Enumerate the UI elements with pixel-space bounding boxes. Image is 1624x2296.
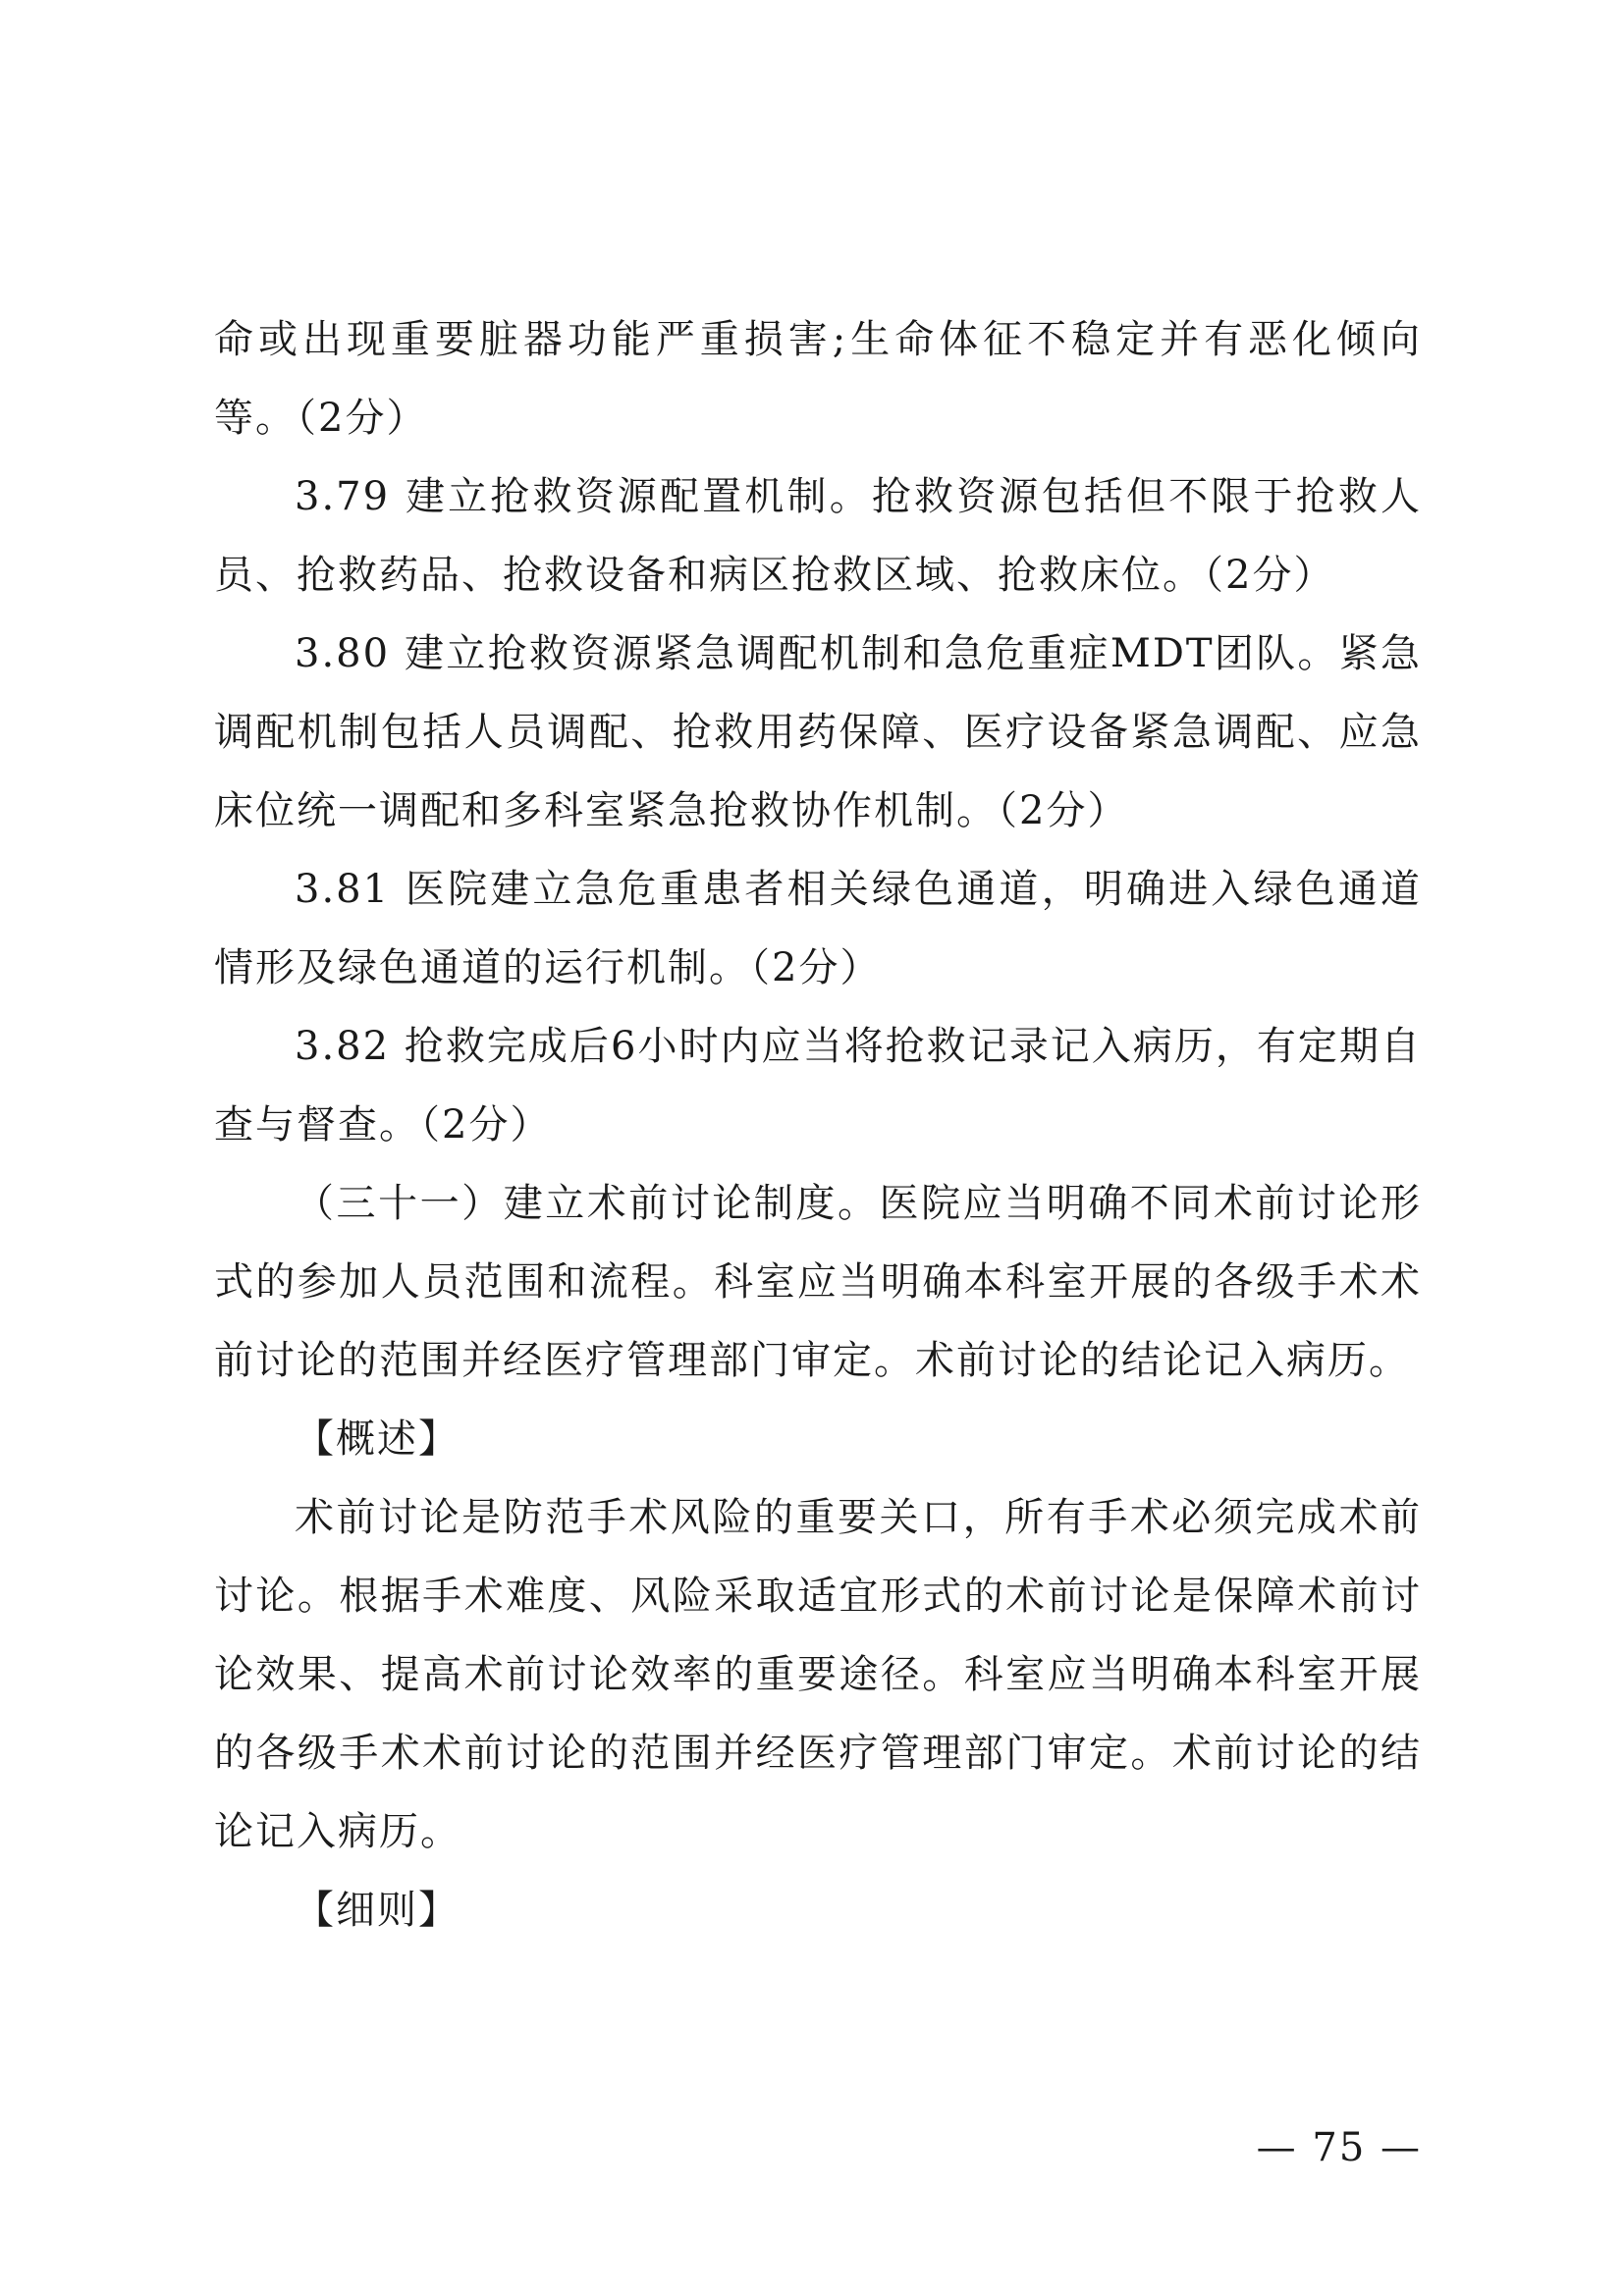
overview-paragraph: 术前讨论是防范手术风险的重要关口，所有手术必须完成术前讨论。根据手术难度、风险采取适宜形式的术前讨论是保障术前讨论效果、提高术前讨论效率的重要途径。科室应当明确本科室开展的各级手术术前讨论的范围并经医疗管理部门审定。术前讨论的结论记入病历。 <box>214 1495 1422 1854</box>
document-body <box>214 300 1422 1949</box>
overview-heading: 【概述】 <box>295 1416 460 1462</box>
section-31-heading-paragraph: （三十一）建立术前讨论制度。医院应当明确不同术前讨论形式的参加人员范围和流程。科室应当明确本科室开展的各级手术术前讨论的范围并经医疗管理部门审定。术前讨论的结论记入病历。 <box>214 1181 1422 1383</box>
paragraph-continuation: 命或出现重要脏器功能严重损害;生命体征不稳定并有恶化倾向等。（2分） <box>214 317 1422 441</box>
paragraph-3-80: 3.80 建立抢救资源紧急调配机制和急危重症MDT团队。紧急调配机制包括人员调配、抢救用药保障、医疗设备紧急调配、应急床位统一调配和多科室紧急抢救协作机制。（2分） <box>214 631 1422 833</box>
paragraph-3-82: 3.82 抢救完成后6小时内应当将抢救记录记入病历，有定期自查与督查。（2分） <box>214 1024 1422 1148</box>
page-number: — 75 — <box>1256 2125 1422 2170</box>
rules-heading: 【细则】 <box>295 1888 460 1933</box>
paragraph-3-81: 3.81 医院建立急危重患者相关绿色通道，明确进入绿色通道情形及绿色通道的运行机制。（2分） <box>214 867 1422 990</box>
paragraph-3-79: 3.79 建立抢救资源配置机制。抢救资源包括但不限于抢救人员、抢救药品、抢救设备和病区抢救区域、抢救床位。（2分） <box>214 474 1422 598</box>
